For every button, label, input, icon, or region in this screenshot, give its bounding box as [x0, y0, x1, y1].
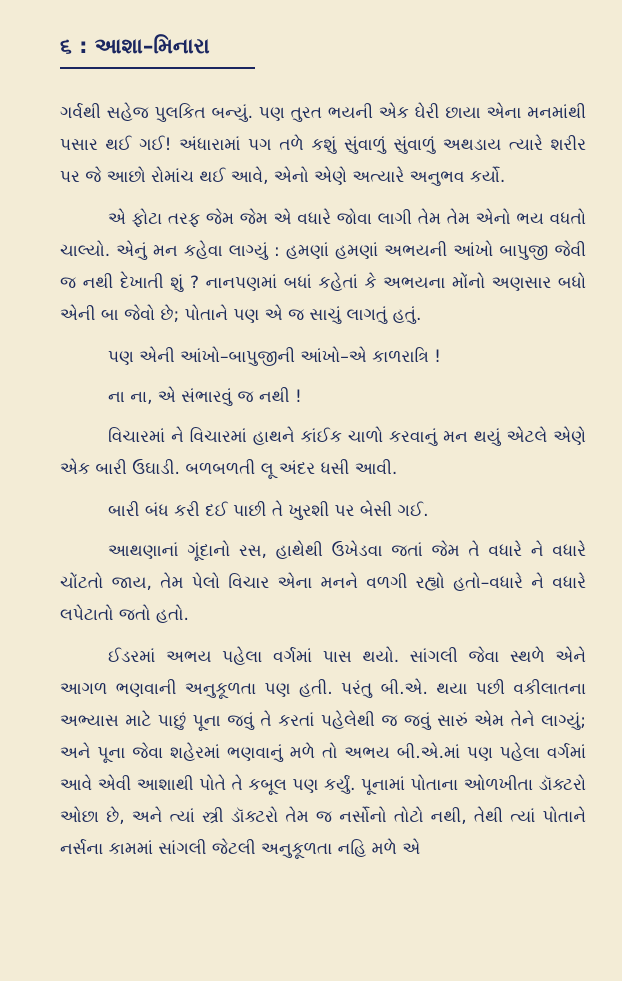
paragraph-2: એ ફોટા તરફ જેમ જેમ એ વધારે જોવા લાગી તેમ તેમ એનો ભય વધતો ચાલ્યો. એનું મન કહેવા લાગ્યું : હમણાં હમણાં અભયની આંખો બાપુજી જેવી જ નથી દેખાતી શું ? નાનપણમાં બધાં કહેતાં કે અભયના મોંનો અણસાર બધો એની બા જેવો છે; પોતાને પણ એ જ સાચું લાગતું હતું. — [60, 209, 586, 325]
paragraph-1: ગર્વથી સહેજ પુલકિત બન્યું. પણ તુરત ભયની એક ઘેરી છાયા એના મનમાંથી પસાર થઈ ગઈ! અંધારામાં પગ તળે કશું સુંવાળું સુંવાળું અથડાય ત્યારે શરીર પર જે આછો રોમાંચ થઈ આવે, એનો એણે અત્યારે અનુભવ કર્યો. — [60, 103, 586, 187]
paragraph-6: બારી બંધ કરી દઈ પાછી તે ખુરશી પર બેસી ગઈ. — [108, 501, 429, 521]
chapter-header — [60, 34, 260, 69]
paragraph-3: પણ એની આંખો–બાપુજીની આંખો–એ કાળરાત્રિ ! — [108, 347, 441, 367]
paragraph-4: ના ના, એ સંભારવું જ નથી ! — [108, 387, 302, 407]
paragraph-8: ઈડરમાં અભય પહેલા વર્ગમાં પાસ થયો. સાંગલી જેવા સ્થળે એને આગળ ભણવાની અનુકૂળતા પણ હતી. પરંતુ બી.એ. થયા પછી વકીલાતના અભ્યાસ માટે પાછું પૂના જવું તે કરતાં પહેલેથી જ જવું સારું એમ તેને લાગ્યું; અને પૂના જેવા શહેરમાં ભણવાનું મળે તો અભય બી.એ.માં પણ પહેલા વર્ગમાં આવે એવી આશાથી પોતે તે કબૂલ પણ કર્યું. પૂનામાં પોતાના ઓળખીતા ડૉક્ટરો ઓછા છે, અને ત્યાં સ્ત્રી ડૉક્ટરો તેમ જ નર્સોનો તોટો નથી, તેથી ત્યાં પોતાને નર્સના કામમાં સાંગલી જેટલી અનુકૂળતા નહિ મળે એ — [60, 647, 586, 859]
chapter-title: ૬ : આશા–મિનારા — [60, 34, 210, 58]
paragraph-7: આથણાનાં ગૂંદાનો રસ, હાથેથી ઉખેડવા જતાં જેમ તે વધારે ને વધારે ચોંટતો જાય, તેમ પેલો વિચાર એના મનને વળગી રહ્યો હતો–વધારે ને વધારે લપેટાતો જતો હતો. — [60, 541, 586, 625]
paragraph-5: વિચારમાં ને વિચારમાં હાથને કાંઈક ચાળો કરવાનું મન થયું એટલે એણે એક બારી ઉઘાડી. બળબળતી લૂ અંદર ધસી આવી. — [60, 427, 586, 479]
header-underline — [60, 67, 255, 69]
